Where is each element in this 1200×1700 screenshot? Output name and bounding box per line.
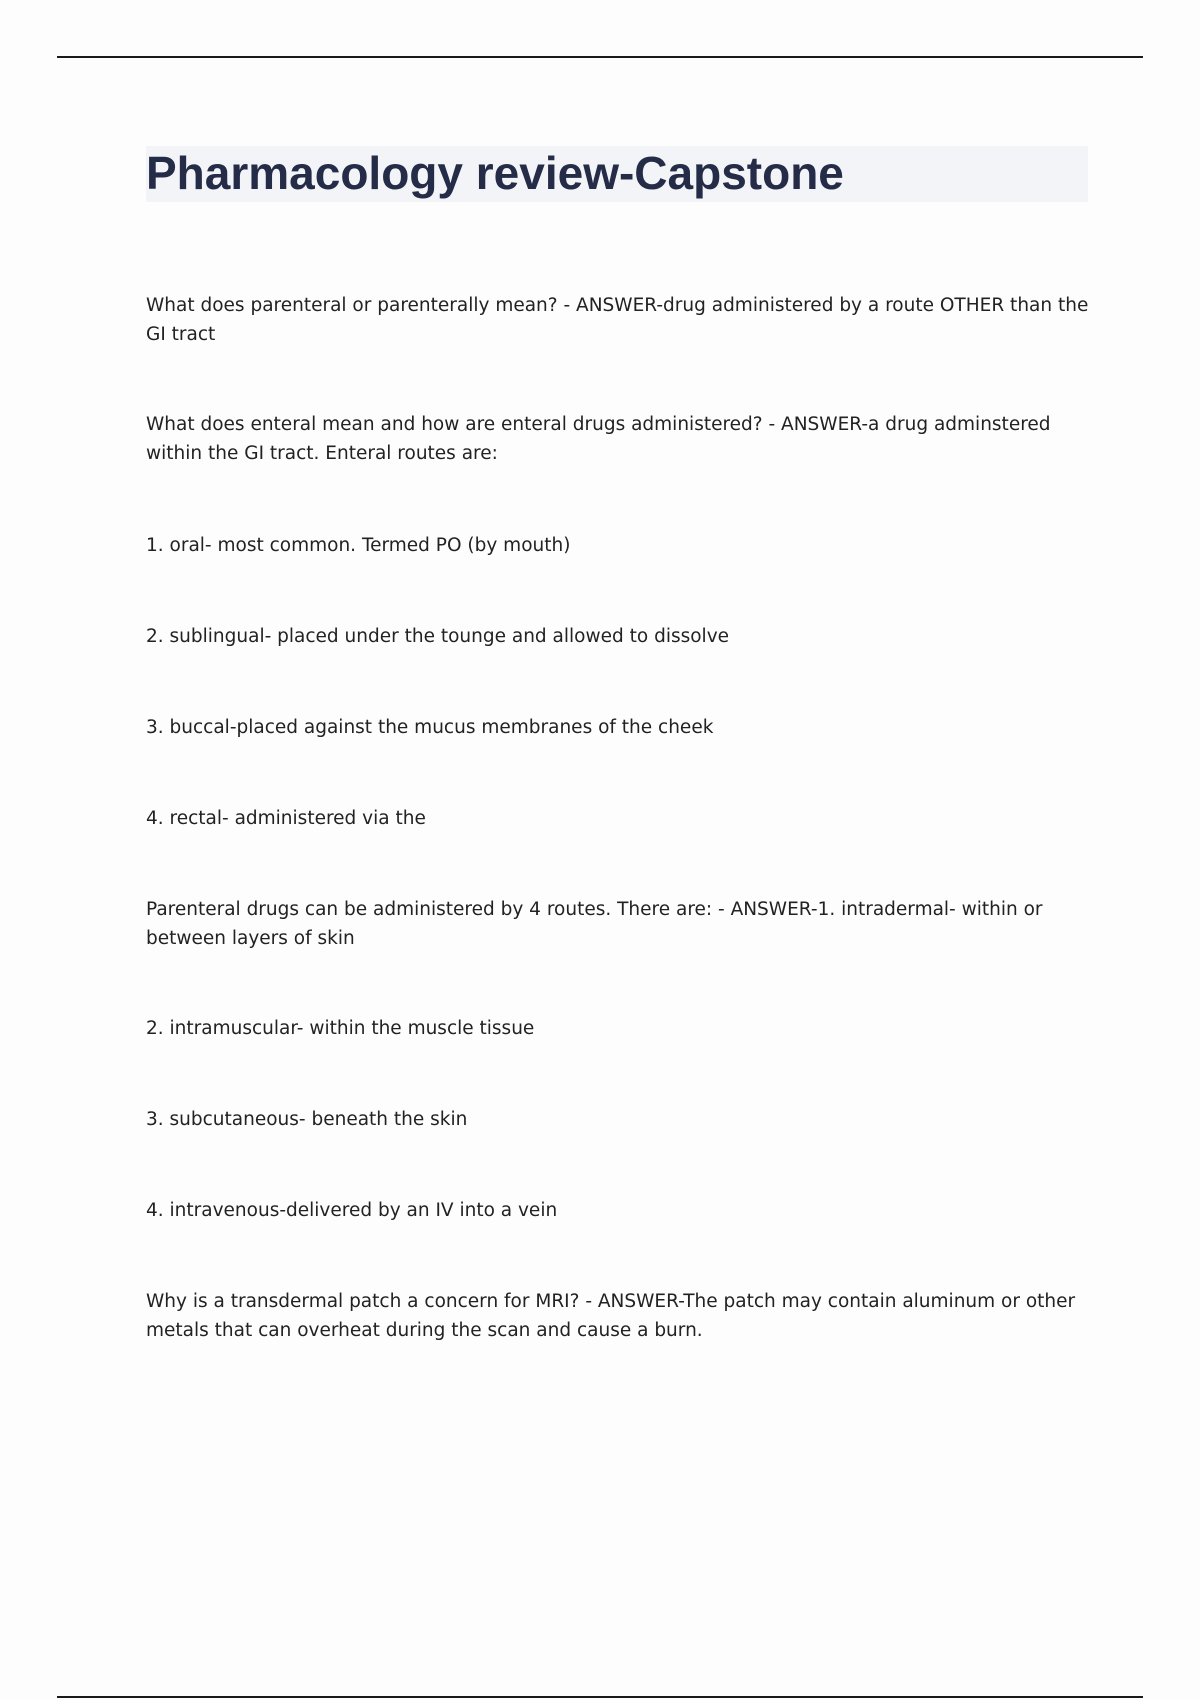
list-item-intramuscular: 2. intramuscular- within the muscle tissue <box>146 1018 535 1039</box>
list-item-sublingual: 2. sublingual- placed under the tounge and allowed to dissolve <box>146 626 730 647</box>
qa-parenteral-routes: Parenteral drugs can be administered by 4 routes. There are: - ANSWER-1. intradermal- within or between layers of skin <box>146 899 1043 949</box>
header-rule <box>57 56 1143 58</box>
list-item-subcutaneous: 3. subcutaneous- beneath the skin <box>146 1109 468 1130</box>
list-item-intravenous: 4. intravenous-delivered by an IV into a vein <box>146 1200 558 1221</box>
list-item-oral: 1. oral- most common. Termed PO (by mouth) <box>146 535 571 556</box>
footer-rule <box>57 1696 1143 1698</box>
page-title: Pharmacology review-Capstone <box>146 147 844 199</box>
list-item-rectal: 4. rectal- administered via the <box>146 808 426 829</box>
qa-parenteral-meaning: What does parenteral or parenterally mean? - ANSWER-drug administered by a route OTHER than the GI tract <box>146 295 1089 345</box>
qa-transdermal-mri: Why is a transdermal patch a concern for MRI? - ANSWER-The patch may contain aluminum or other metals that can overheat during the scan and cause a burn. <box>146 1291 1076 1341</box>
qa-enteral-meaning: What does enteral mean and how are enteral drugs administered? - ANSWER-a drug adminstered within the GI tract. Enteral routes are: <box>146 414 1051 464</box>
list-item-buccal: 3. buccal-placed against the mucus membranes of the cheek <box>146 717 714 738</box>
